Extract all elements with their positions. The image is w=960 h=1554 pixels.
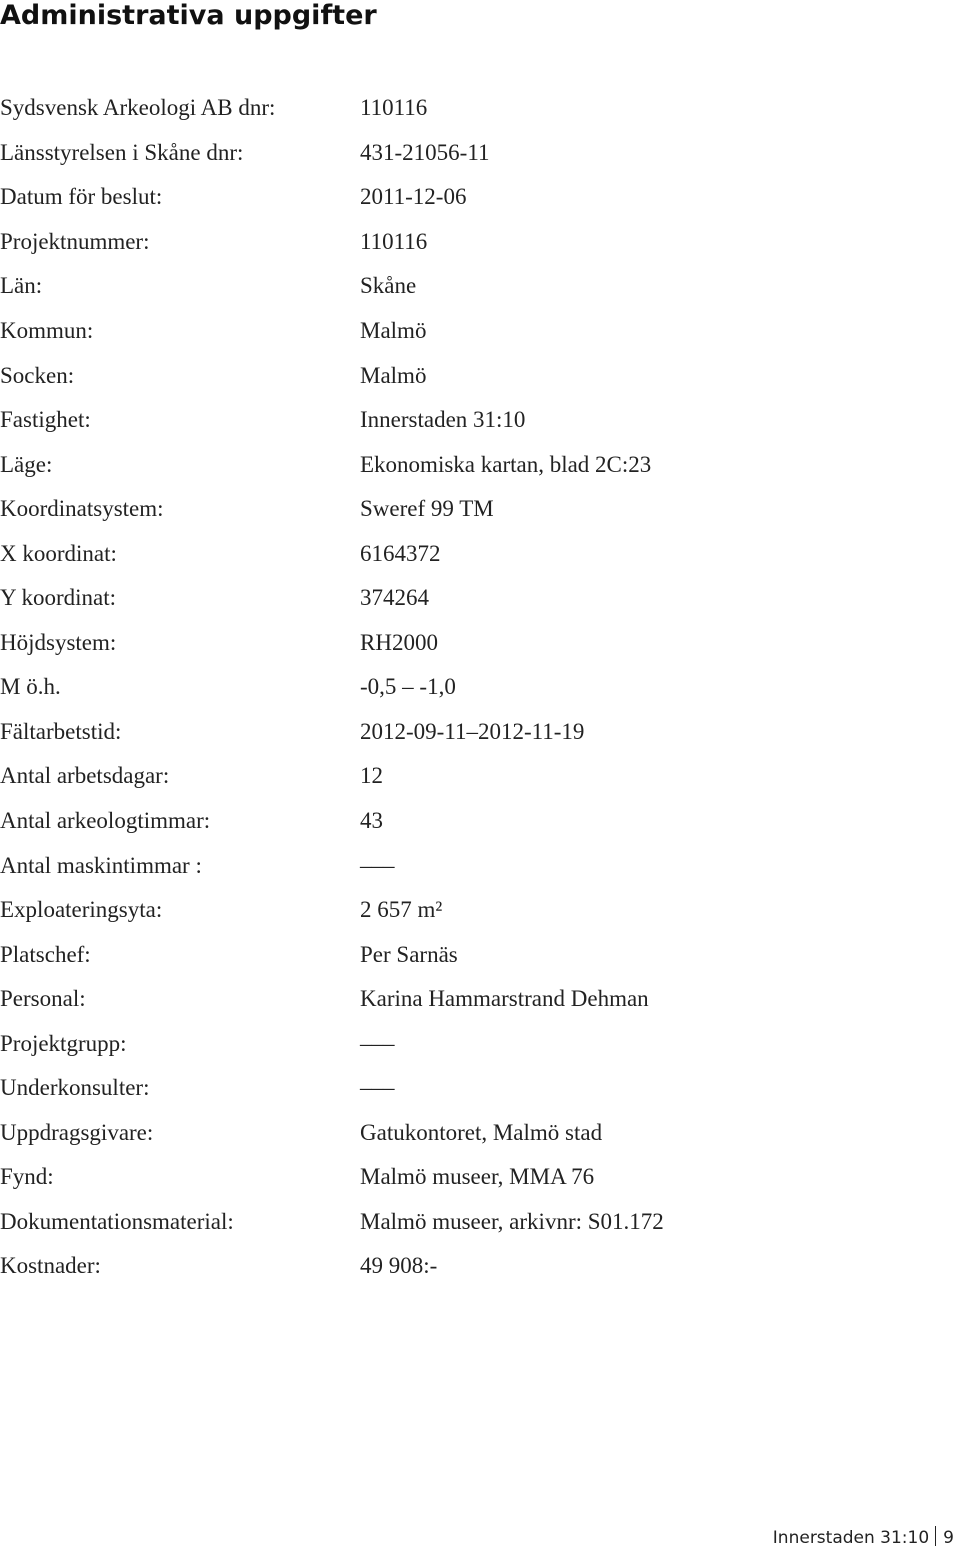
field-value: ––– xyxy=(360,852,395,878)
field-value: 431-21056-11 xyxy=(360,139,490,165)
field-label: M ö.h. xyxy=(0,674,61,700)
field-label: Y koordinat: xyxy=(0,585,117,611)
field-value: 2011-12-06 xyxy=(360,184,467,210)
field-label: Länsstyrelsen i Skåne dnr: xyxy=(0,139,244,165)
field-row xyxy=(0,932,960,977)
field-row xyxy=(0,487,960,532)
field-label: Fältarbetstid: xyxy=(0,718,122,744)
field-row xyxy=(0,309,960,354)
field-label: Kostnader: xyxy=(0,1253,101,1279)
field-row xyxy=(0,531,960,576)
field-value: Ekonomiska kartan, blad 2C:23 xyxy=(360,451,652,477)
field-label: Höjdsystem: xyxy=(0,629,117,655)
field-row xyxy=(0,621,960,666)
page-footer xyxy=(773,1526,954,1550)
footer-page-number: 9 xyxy=(943,1528,954,1548)
field-row xyxy=(0,977,960,1022)
administrative-details-list xyxy=(0,86,960,1289)
field-row xyxy=(0,264,960,309)
field-value: Sweref 99 TM xyxy=(360,496,494,522)
field-row xyxy=(0,799,960,844)
field-label: Antal arbetsdagar: xyxy=(0,763,170,789)
field-label: Kommun: xyxy=(0,318,94,343)
field-value: RH2000 xyxy=(360,629,438,655)
field-label: Koordinatsystem: xyxy=(0,496,164,522)
page-title: Administrativa uppgifter xyxy=(0,0,377,31)
field-value: 2012-09-11–2012-11-19 xyxy=(360,718,585,744)
field-value: Skåne xyxy=(360,273,417,299)
field-label: Underkonsulter: xyxy=(0,1075,150,1101)
field-row xyxy=(0,442,960,487)
footer-document-name: Innerstaden 31:10 xyxy=(772,1528,930,1548)
field-label: Exploateringsyta: xyxy=(0,897,163,923)
field-value: Gatukontoret, Malmö stad xyxy=(360,1119,603,1145)
field-label: Uppdragsgivare: xyxy=(0,1119,154,1145)
field-row xyxy=(0,175,960,220)
field-value: Malmö museer, MMA 76 xyxy=(360,1164,595,1190)
field-value: 110116 xyxy=(360,228,428,254)
field-label: Projektnummer: xyxy=(0,228,150,254)
field-label: Socken: xyxy=(0,362,75,388)
footer-separator xyxy=(935,1526,936,1546)
field-value: 2 657 m² xyxy=(360,897,443,923)
field-row xyxy=(0,1111,960,1156)
field-row xyxy=(0,220,960,265)
field-value: -0,5 – -1,0 xyxy=(360,674,456,700)
field-label: Fynd: xyxy=(0,1164,54,1190)
field-row xyxy=(0,398,960,443)
field-row xyxy=(0,1021,960,1066)
field-label: X koordinat: xyxy=(0,540,117,566)
field-row xyxy=(0,353,960,398)
field-row xyxy=(0,754,960,799)
field-value: Per Sarnäs xyxy=(360,941,458,967)
field-label: Antal maskintimmar : xyxy=(0,852,202,878)
field-label: Sydsvensk Arkeologi AB dnr: xyxy=(0,95,276,121)
field-value: ––– xyxy=(360,1030,395,1056)
field-label: Läge: xyxy=(0,451,53,477)
field-value: Innerstaden 31:10 xyxy=(360,407,526,433)
field-row xyxy=(0,888,960,933)
field-row xyxy=(0,86,960,131)
field-row xyxy=(0,710,960,755)
field-label: Antal arkeologtimmar: xyxy=(0,808,211,834)
field-label: Projektgrupp: xyxy=(0,1030,127,1056)
field-row xyxy=(0,1066,960,1111)
field-row xyxy=(0,1200,960,1245)
field-value: 110116 xyxy=(360,95,428,121)
field-value: 374264 xyxy=(360,585,429,611)
field-row xyxy=(0,576,960,621)
field-value: 6164372 xyxy=(360,540,441,566)
field-row xyxy=(0,665,960,710)
field-value: Malmö xyxy=(360,318,427,343)
field-label: Län: xyxy=(0,273,43,299)
field-label: Datum för beslut: xyxy=(0,184,163,210)
field-row xyxy=(0,131,960,176)
field-value: 43 xyxy=(360,808,383,834)
field-value: 12 xyxy=(360,763,383,789)
field-label: Personal: xyxy=(0,986,86,1012)
field-value: ––– xyxy=(360,1075,395,1101)
field-value: Malmö xyxy=(360,362,427,388)
field-label: Fastighet: xyxy=(0,407,91,433)
field-value: Malmö museer, arkivnr: S01.172 xyxy=(360,1208,664,1234)
field-label: Dokumentationsmaterial: xyxy=(0,1208,234,1234)
field-row xyxy=(0,1244,960,1289)
field-row xyxy=(0,843,960,888)
field-label: Platschef: xyxy=(0,941,91,967)
field-row xyxy=(0,1155,960,1200)
field-value: Karina Hammarstrand Dehman xyxy=(360,986,649,1012)
field-value: 49 908:- xyxy=(360,1253,438,1279)
